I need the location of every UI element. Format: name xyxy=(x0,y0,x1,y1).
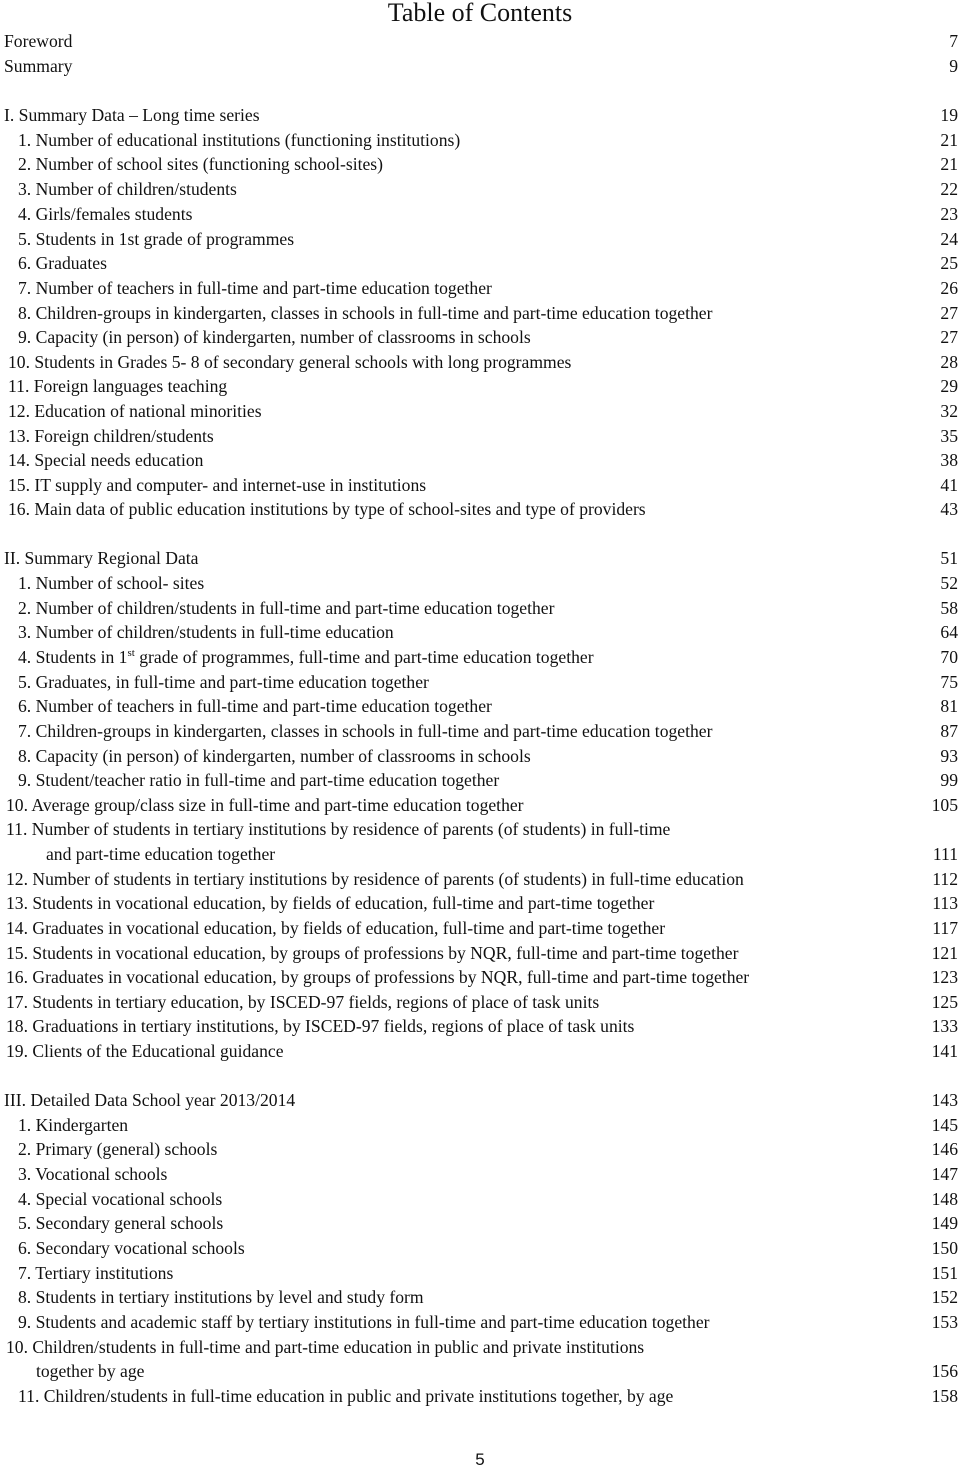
toc-entry-label: 4. Special vocational schools xyxy=(18,1189,223,1209)
toc-entry[interactable] xyxy=(0,842,960,867)
toc-entry-page: 149 xyxy=(931,1213,958,1233)
toc-entry-label: together by age xyxy=(36,1361,145,1381)
toc-entry-label: 1. Kindergarten xyxy=(18,1115,129,1135)
toc-entry[interactable] xyxy=(0,1088,960,1113)
toc-entry-label: 2. Number of school sites (functioning school-sites) xyxy=(18,154,384,174)
toc-entry-label: I. Summary Data – Long time series xyxy=(4,105,260,125)
toc-entry-label: 10. Average group/class size in full-time and part-time education together xyxy=(6,795,524,815)
toc-entry-label: 4. Students in 1st grade of programmes, full-time and part-time education together xyxy=(18,647,594,667)
toc-entry[interactable] xyxy=(0,1335,960,1360)
toc-entry-label: 3. Vocational schools xyxy=(18,1164,168,1184)
toc-entry[interactable] xyxy=(0,276,960,301)
toc-entry-label: 10. Children/students in full-time and part-time education in public and private institutions xyxy=(6,1337,645,1357)
toc-entry-page: 38 xyxy=(940,450,958,470)
toc-entry[interactable] xyxy=(0,1187,960,1212)
toc-entry[interactable] xyxy=(0,251,960,276)
toc-entry-label: 12. Number of students in tertiary institutions by residence of parents (of students) in full-time education xyxy=(6,869,744,889)
toc-entry-page: 121 xyxy=(931,943,958,963)
toc-entry-label: II. Summary Regional Data xyxy=(4,548,199,568)
toc-entry-label: 7. Children-groups in kindergarten, classes in schools in full-time and part-time education together xyxy=(18,721,713,741)
toc-entry-label: 4. Girls/females students xyxy=(18,204,193,224)
toc-entry-page: 26 xyxy=(940,278,958,298)
toc-entry-label: 12. Education of national minorities xyxy=(8,401,262,421)
toc-entry-page: 29 xyxy=(940,376,958,396)
toc-entry-label: 15. IT supply and computer- and internet-use in institutions xyxy=(8,475,427,495)
toc-entry[interactable] xyxy=(0,965,960,990)
toc-entry-page: 64 xyxy=(940,622,958,642)
toc-entry-label: 8. Capacity (in person) of kindergarten, number of classrooms in schools xyxy=(18,746,531,766)
toc-entry[interactable] xyxy=(0,473,960,498)
toc-entry[interactable] xyxy=(0,424,960,449)
toc-entry[interactable] xyxy=(0,152,960,177)
toc-entry-page: 150 xyxy=(931,1238,958,1258)
toc-entry-page: 141 xyxy=(931,1041,958,1061)
toc-entry[interactable] xyxy=(0,891,960,916)
toc-entry-label: 7. Number of teachers in full-time and part-time education together xyxy=(18,278,492,298)
toc-entry[interactable] xyxy=(0,301,960,326)
toc-entry-label: 8. Children-groups in kindergarten, classes in schools in full-time and part-time education together xyxy=(18,303,713,323)
toc-entry-label: 1. Number of school- sites xyxy=(18,573,205,593)
toc-entry[interactable] xyxy=(0,1310,960,1335)
toc-entry-label: 16. Main data of public education institutions by type of school-sites and type of providers xyxy=(8,499,646,519)
toc-entry-page: 113 xyxy=(932,893,958,913)
toc-entry-page: 7 xyxy=(949,31,958,51)
toc-entry[interactable] xyxy=(0,719,960,744)
toc-entry-label: 13. Students in vocational education, by fields of education, full-time and part-time together xyxy=(6,893,655,913)
toc-entry[interactable] xyxy=(0,744,960,769)
toc-entry-label: 9. Capacity (in person) of kindergarten, number of classrooms in schools xyxy=(18,327,531,347)
toc-entry-label: 13. Foreign children/students xyxy=(8,426,214,446)
toc-entry-label: III. Detailed Data School year 2013/2014 xyxy=(4,1090,296,1110)
toc-entry-label: 6. Secondary vocational schools xyxy=(18,1238,245,1258)
toc-entry-page: 32 xyxy=(940,401,958,421)
toc-entry-label: 5. Students in 1st grade of programmes xyxy=(18,229,295,249)
toc-entry[interactable] xyxy=(0,497,960,522)
toc-entry-page: 43 xyxy=(940,499,958,519)
toc-entry-page: 75 xyxy=(940,672,958,692)
toc-entry-page: 25 xyxy=(940,253,958,273)
toc-entry-label: 1. Number of educational institutions (functioning institutions) xyxy=(18,130,461,150)
toc-entry-label: 16. Graduates in vocational education, by groups of professions by NQR, full-time and part-time together xyxy=(6,967,750,987)
toc-entry[interactable] xyxy=(0,103,960,128)
toc-title: Table of Contents xyxy=(387,0,573,27)
toc-entry[interactable] xyxy=(0,1211,960,1236)
toc-entry-page: 99 xyxy=(940,770,958,790)
toc-entry[interactable] xyxy=(0,596,960,621)
toc-entry-label: 3. Number of children/students in full-time education xyxy=(18,622,394,642)
toc-entry-page: 148 xyxy=(931,1189,958,1209)
toc-entry[interactable] xyxy=(0,128,960,153)
toc-entry-label: 2. Number of children/students in full-time and part-time education together xyxy=(18,598,555,618)
toc-entry[interactable] xyxy=(0,325,960,350)
toc-entry-page: 117 xyxy=(932,918,958,938)
toc-entry[interactable] xyxy=(0,694,960,719)
toc-entry[interactable] xyxy=(0,448,960,473)
toc-entry[interactable] xyxy=(0,1359,960,1384)
toc-entry-label: 7. Tertiary institutions xyxy=(18,1263,174,1283)
toc-entry-page: 58 xyxy=(940,598,958,618)
toc-entry[interactable] xyxy=(0,990,960,1015)
toc-entry[interactable] xyxy=(0,1039,960,1064)
toc-entry-page: 125 xyxy=(931,992,958,1012)
toc-entry-label: 6. Number of teachers in full-time and part-time education together xyxy=(18,696,492,716)
toc-entry-page: 35 xyxy=(940,426,958,446)
toc-entry-page: 143 xyxy=(931,1090,958,1110)
toc-entry-page: 9 xyxy=(949,56,958,76)
toc-entry[interactable] xyxy=(0,645,960,670)
toc-entry-label: 5. Secondary general schools xyxy=(18,1213,224,1233)
page-number: 5 xyxy=(475,1450,485,1469)
toc-entry[interactable] xyxy=(0,202,960,227)
toc-entry-page: 52 xyxy=(940,573,958,593)
toc-entry-label: 18. Graduations in tertiary institutions, by ISCED-97 fields, regions of place of task units xyxy=(6,1016,635,1036)
toc-entry-page: 133 xyxy=(931,1016,958,1036)
toc-entry-page: 23 xyxy=(940,204,958,224)
toc-entry-page: 158 xyxy=(931,1386,958,1406)
toc-entry-page: 41 xyxy=(940,475,958,495)
toc-entry-page: 81 xyxy=(940,696,958,716)
toc-entry[interactable] xyxy=(0,1113,960,1138)
toc-entry-page: 28 xyxy=(940,352,958,372)
toc-entry-page: 112 xyxy=(932,869,958,889)
toc-entry-label: 2. Primary (general) schools xyxy=(18,1139,218,1159)
toc-entry[interactable] xyxy=(0,1384,960,1409)
toc-entry[interactable] xyxy=(0,571,960,596)
toc-entry-page: 153 xyxy=(931,1312,958,1332)
toc-entry-label: and part-time education together xyxy=(46,844,276,864)
toc-entry[interactable] xyxy=(0,941,960,966)
toc-entry[interactable] xyxy=(0,546,960,571)
toc-entry-page: 87 xyxy=(940,721,958,741)
toc-entry-label: 9. Student/teacher ratio in full-time and part-time education together xyxy=(18,770,500,790)
toc-entry[interactable] xyxy=(0,1236,960,1261)
toc-entry[interactable] xyxy=(0,374,960,399)
toc-entry-page: 151 xyxy=(931,1263,958,1283)
toc-entry-page: 123 xyxy=(931,967,958,987)
toc-entry-page: 70 xyxy=(940,647,958,667)
toc-entry[interactable] xyxy=(0,1137,960,1162)
toc-entry[interactable] xyxy=(0,399,960,424)
toc-entry-page: 22 xyxy=(940,179,958,199)
toc-entry-label: 9. Students and academic staff by tertiary institutions in full-time and part-time education together xyxy=(18,1312,710,1332)
toc-entry-page: 156 xyxy=(931,1361,958,1381)
toc-entry[interactable] xyxy=(0,620,960,645)
toc-entry-label: 11. Number of students in tertiary institutions by residence of parents (of students) in full-time xyxy=(6,819,671,839)
toc-entry-page: 24 xyxy=(940,229,958,249)
toc-entry-label: 11. Children/students in full-time education in public and private institutions together, by age xyxy=(18,1386,674,1406)
toc-entry[interactable] xyxy=(0,29,960,54)
toc-entry[interactable] xyxy=(0,768,960,793)
toc-entry-label: 14. Special needs education xyxy=(8,450,204,470)
toc-entry-label: 14. Graduates in vocational education, by fields of education, full-time and part-time together xyxy=(6,918,666,938)
toc-entry-page: 145 xyxy=(931,1115,958,1135)
toc-entry[interactable] xyxy=(0,54,960,79)
toc-entry-label: 17. Students in tertiary education, by ISCED-97 fields, regions of place of task units xyxy=(6,992,600,1012)
toc-entry[interactable] xyxy=(0,817,960,842)
toc-entry[interactable] xyxy=(0,227,960,252)
toc-entry-label: Summary xyxy=(4,56,73,76)
toc-entry-page: 111 xyxy=(932,844,958,864)
toc-entry-label: 19. Clients of the Educational guidance xyxy=(6,1041,284,1061)
toc-entry-label: 6. Graduates xyxy=(18,253,107,273)
toc-entry-page: 51 xyxy=(940,548,958,568)
toc-entry[interactable] xyxy=(0,793,960,818)
toc-entry[interactable] xyxy=(0,1014,960,1039)
toc-entry-page: 105 xyxy=(931,795,958,815)
toc-entry-page: 146 xyxy=(931,1139,958,1159)
toc-entry[interactable] xyxy=(0,1285,960,1310)
toc-entry[interactable] xyxy=(0,916,960,941)
toc-entry[interactable] xyxy=(0,1162,960,1187)
toc-entry-label: 3. Number of children/students xyxy=(18,179,237,199)
toc-entry-label: 5. Graduates, in full-time and part-time education together xyxy=(18,672,429,692)
toc-entry-label: 10. Students in Grades 5- 8 of secondary general schools with long programmes xyxy=(8,352,572,372)
toc-entry[interactable] xyxy=(0,177,960,202)
toc-entry-page: 93 xyxy=(940,746,958,766)
toc-entry-label: 15. Students in vocational education, by groups of professions by NQR, full-time and part-time together xyxy=(6,943,739,963)
toc-entry-page: 27 xyxy=(940,327,958,347)
toc-entry-page: 152 xyxy=(931,1287,958,1307)
toc-entry[interactable] xyxy=(0,867,960,892)
toc-entry[interactable] xyxy=(0,350,960,375)
toc-entry-page: 21 xyxy=(940,154,958,174)
toc-entry-label: 11. Foreign languages teaching xyxy=(8,376,228,396)
toc-entry-label: 8. Students in tertiary institutions by level and study form xyxy=(18,1287,424,1307)
toc-entry[interactable] xyxy=(0,670,960,695)
toc-entry-page: 147 xyxy=(931,1164,958,1184)
toc-entry-label: Foreword xyxy=(4,31,73,51)
toc-entry-page: 19 xyxy=(940,105,958,125)
toc-entry-page: 21 xyxy=(940,130,958,150)
toc-entry-page: 27 xyxy=(940,303,958,323)
toc-entry[interactable] xyxy=(0,1261,960,1286)
